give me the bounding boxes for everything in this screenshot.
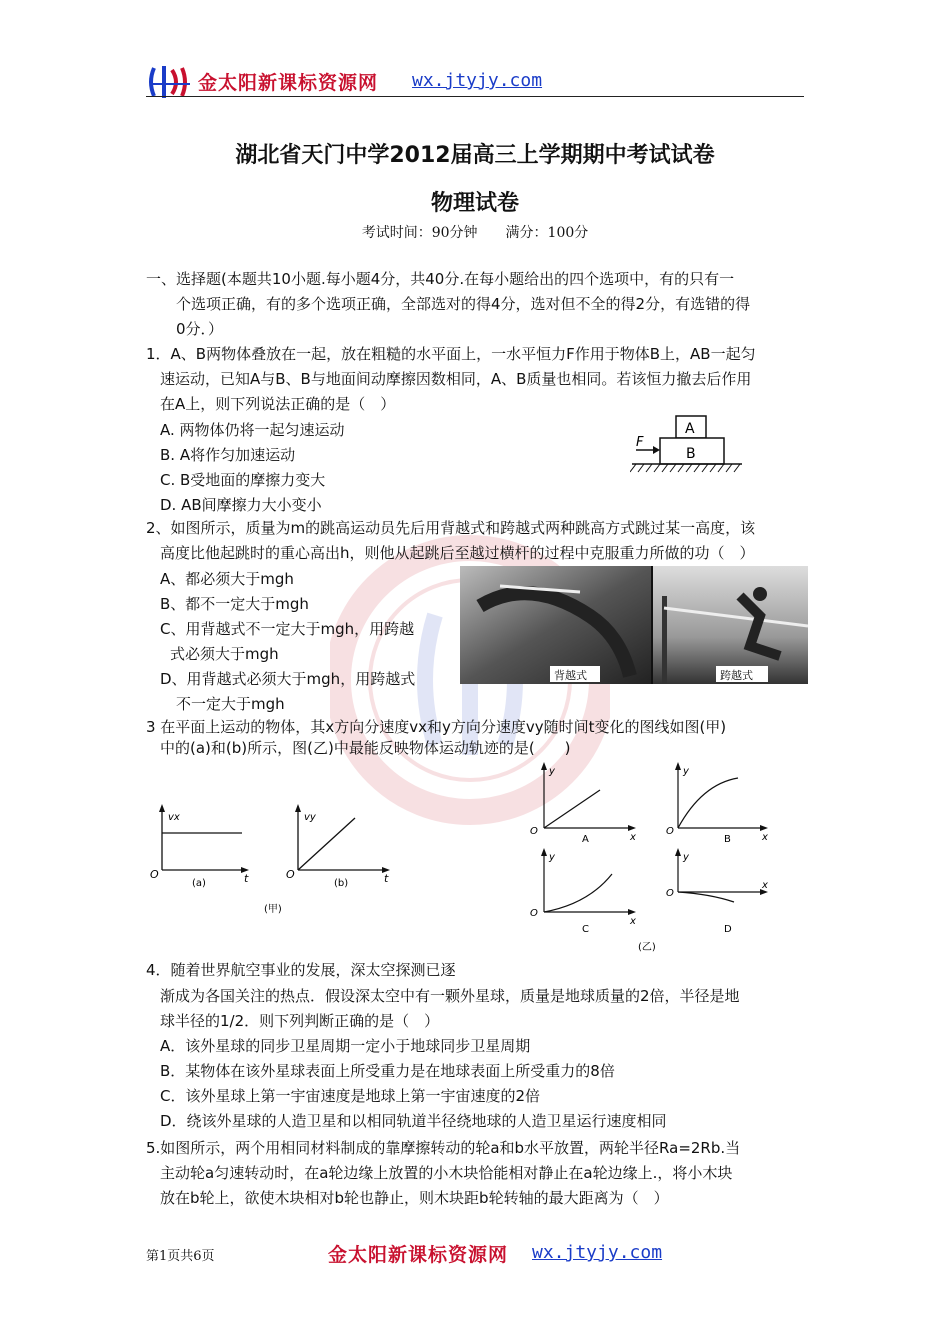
q3-graph-a-xlabel: t [244,872,249,885]
q3-choice-c-ylabel: y [549,852,555,863]
q3-choice-b-ylabel: y [683,766,689,777]
q3-choice-b-origin: O [666,826,674,837]
q1-fig-label-b: B [686,446,696,462]
page-title: 湖北省天门中学2012届高三上学期期中考试试卷 [235,143,715,168]
q3-figure-yi [526,760,776,956]
q3-choice-c-origin: O [530,908,538,919]
q5-line2: 主动轮a匀速转动时，在a轮边缘上放置的小木块恰能相对静止在a轮边缘上.，将小木块 [160,1164,733,1182]
q4-option-b: B．某物体在该外星球表面上所受重力是在地球表面上所受重力的8倍 [160,1062,615,1080]
q3-choice-a-xlabel: x [630,832,636,843]
footer-page-number: 第1页共6页 [146,1249,215,1264]
q2-option-b: B、都不一定大于mgh [160,595,309,613]
q2-photos [460,566,808,684]
section-instruction-line3: 0分．） [176,320,224,338]
q3-caption-jia: (甲) [264,904,282,915]
q4-line1: 4．随着世界航空事业的发展，深太空探测已逐 [146,961,456,979]
q1-line1: 1．A、B两物体叠放在一起，放在粗糙的水平面上，一水平恒力F作用于物体B上，AB一起匀 [146,345,756,363]
q3-choice-c-xlabel: x [630,916,636,927]
q1-option-b: B. A将作匀加速运动 [160,446,296,464]
q3-graph-a-ylabel: vx [168,812,180,823]
q2-photo-image [460,566,808,684]
q3-choice-a-ylabel: y [549,766,555,777]
q1-option-c: C. B受地面的摩擦力变大 [160,471,326,489]
q1-option-d: D. AB间摩擦力大小变小 [160,496,322,514]
q3-graph-b-origin: O [286,868,295,881]
q4-option-c: C．该外星球上第一宇宙速度是地球上第一宇宙速度的2倍 [160,1087,541,1105]
q4-option-a: A．该外星球的同步卫星周期一定小于地球同步卫星周期 [160,1037,531,1055]
q2-option-a: A、都必须大于mgh [160,570,294,588]
q3-choice-b-xlabel: x [762,832,768,843]
q2-option-d: D、用背越式必须大于mgh，用跨越式 [160,670,416,688]
q3-figure-jia [150,800,410,920]
q3-choice-b-label: B [724,834,731,845]
q1-line2: 速运动，已知A与B、B与地面间动摩擦因数相同，A、B质量也相同。若该恒力撤去后作用 [160,370,752,388]
q4-line3: 球半径的1/2．则下列判断正确的是（ ） [160,1012,440,1030]
exam-info: 考试时间：90分钟 满分：100分 [361,225,589,241]
q2-option-d-cont: 不一定大于mgh [176,695,285,713]
q2-photo-label-left: 背越式 [554,669,587,682]
q2-photo-label-right: 跨越式 [720,669,753,682]
q1-figure [630,412,745,480]
q4-option-d: D．绕该外星球的人造卫星和以相同轨道半径绕地球的人造卫星运行速度相同 [160,1112,667,1130]
q3-graph-b-ylabel: vy [304,812,316,823]
q5-line1: 5.如图所示，两个用相同材料制成的靠摩擦转动的轮a和b水平放置，两轮半径Ra=2Rb.当 [146,1139,741,1157]
q3-line2: 中的(a)和(b)所示，图(乙)中最能反映物体运动轨迹的是( ) [160,739,571,757]
q3-choice-d-ylabel: y [683,852,689,863]
footer-url[interactable]: wx.jtyjy.com [532,1242,663,1263]
page-subtitle: 物理试卷 [430,191,519,216]
header-url[interactable]: wx.jtyjy.com [412,70,543,91]
q1-fig-label-a: A [685,421,695,437]
q3-graph-b-xlabel: t [384,872,389,885]
q1-option-a: A. 两物体仍将一起匀速运动 [160,421,345,439]
q3-graph-a-label: (a) [192,878,206,889]
q3-choice-d-xlabel: x [762,880,768,891]
q3-choice-a-label: A [582,834,589,845]
q3-choice-a-origin: O [530,826,538,837]
q3-line1: 3 在平面上运动的物体，其x方向分速度vx和y方向分速度vy随时间t变化的图线如图(甲) [146,718,727,736]
q3-choice-c-label: C [582,924,589,935]
q1-line3: 在A上，则下列说法正确的是（ ） [160,395,396,413]
q3-choice-d-origin: O [666,888,674,899]
q2-line2: 高度比他起跳时的重心高出h，则他从起跳后至越过横杆的过程中克服重力所做的功（ ） [160,544,755,562]
q3-graph-a-origin: O [150,868,159,881]
q2-option-c-cont: 式必须大于mgh [170,645,279,663]
q4-line2: 渐成为各国关注的热点．假设深太空中有一颗外星球，质量是地球质量的2倍，半径是地 [160,987,740,1005]
section-instruction-line1: 一、选择题(本题共10小题.每小题4分，共40分.在每小题给出的四个选项中，有的只有一 [146,270,735,288]
q2-line1: 2、如图所示，质量为m的跳高运动员先后用背越式和跨越式两种跳高方式跳过某一高度，该 [146,519,756,537]
section-instruction-line2: 个选项正确，有的多个选项正确，全部选对的得4分，选对但不全的得2分，有选错的得 [176,295,751,313]
header-rule [146,96,804,97]
footer-brand: 金太阳新课标资源网 [328,1244,509,1266]
q3-caption-yi: (乙) [638,942,656,953]
q3-choice-d-label: D [724,924,732,935]
q5-line3: 放在b轮上，欲使木块相对b轮也静止，则木块距b轮转轴的最大距离为（ ） [160,1189,669,1207]
q1-fig-label-f: F [636,435,644,450]
q2-option-c: C、用背越式不一定大于mgh，用跨越 [160,620,415,638]
header-brand: 金太阳新课标资源网 [198,72,379,94]
q3-graph-b-label: (b) [334,878,349,889]
